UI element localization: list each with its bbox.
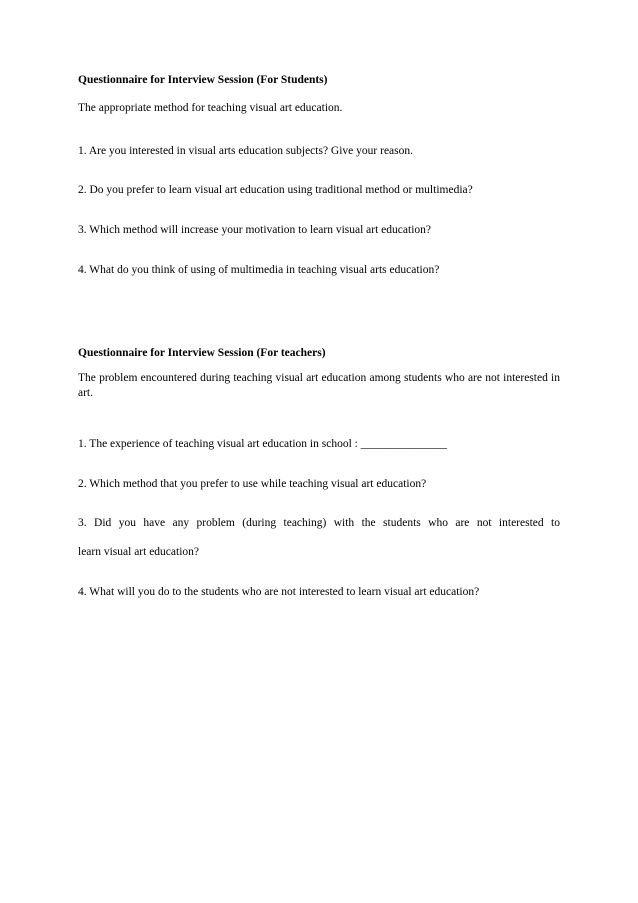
teachers-question-4: 4. What will you do to the students who are not interested to learn visual art education? [78,586,480,598]
teachers-question-2: 2. Which method that you prefer to use while teaching visual art education? [78,478,427,490]
students-question-2: 2. Do you prefer to learn visual art education using traditional method or multimedia? [78,184,473,196]
teachers-section-heading: Questionnaire for Interview Session (For teachers) [78,347,326,359]
teachers-section-subtitle: The problem encountered during teaching visual art education among students who are not interested in art. [78,372,560,399]
teachers-question-3-continued: learn visual art education? [78,546,200,558]
teachers-question-1: 1. The experience of teaching visual art education in school : _______________ [78,438,447,450]
students-section-heading: Questionnaire for Interview Session (For Students) [78,74,328,86]
students-question-3: 3. Which method will increase your motivation to learn visual art education? [78,224,431,236]
students-section-subtitle: The appropriate method for teaching visual art education. [78,102,343,114]
students-question-4: 4. What do you think of using of multimedia in teaching visual arts education? [78,264,440,276]
students-question-1: 1. Are you interested in visual arts education subjects? Give your reason. [78,145,414,157]
teachers-question-3: 3. Did you have any problem (during teaching) with the students who are not interested to [78,517,560,529]
